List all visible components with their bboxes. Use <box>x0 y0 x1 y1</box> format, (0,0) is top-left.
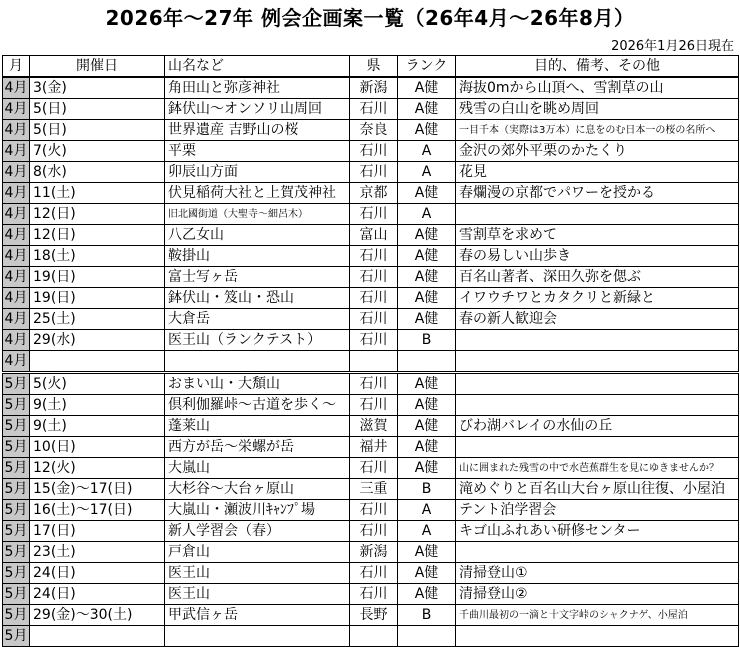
note-cell <box>456 330 739 351</box>
date-cell: 7(火) <box>30 141 165 162</box>
note-cell: 千曲川最初の一滴と十文字峠のシャクナゲ、小屋泊 <box>456 605 739 626</box>
table-row <box>3 563 739 584</box>
month-cell: 4月 <box>3 225 30 246</box>
month-cell: 5月 <box>3 437 30 458</box>
pref-cell: 石川 <box>350 373 398 395</box>
rank-cell: A健 <box>398 267 456 288</box>
month-cell: 4月 <box>3 288 30 309</box>
rank-cell: A健 <box>398 584 456 605</box>
note-cell: 春爛漫の京都でパワーを授かる <box>456 183 739 204</box>
mountain-cell: 世界遺産 吉野山の桜 <box>165 120 350 141</box>
table-row <box>3 605 739 626</box>
pref-cell: 石川 <box>350 141 398 162</box>
note-cell: 海抜0mから山頂へ、雪割草の山 <box>456 77 739 99</box>
date-cell: 24(日) <box>30 563 165 584</box>
month-cell: 5月 <box>3 479 30 500</box>
date-cell <box>30 626 165 647</box>
pref-cell: 石川 <box>350 267 398 288</box>
table-row <box>3 183 739 204</box>
table-row <box>3 162 739 183</box>
pref-cell: 石川 <box>350 99 398 120</box>
month-cell: 4月 <box>3 141 30 162</box>
date-cell: 29(金)～30(土) <box>30 605 165 626</box>
rank-cell: A健 <box>398 225 456 246</box>
date-cell: 24(日) <box>30 584 165 605</box>
mountain-cell: 蓬莱山 <box>165 416 350 437</box>
note-cell: 山に囲まれた残雪の中で水芭蕉群生を見にゆきませんか？ <box>456 458 739 479</box>
mountain-cell: 医王山 <box>165 563 350 584</box>
pref-cell: 富山 <box>350 225 398 246</box>
pref-cell <box>350 626 398 647</box>
rank-cell: A健 <box>398 373 456 395</box>
col-header-pref: 県 <box>350 56 398 78</box>
col-header-month: 月 <box>3 56 30 78</box>
table-row <box>3 99 739 120</box>
rank-cell: A健 <box>398 120 456 141</box>
note-cell <box>456 626 739 647</box>
mountain-cell <box>165 351 350 373</box>
pref-cell: 福井 <box>350 437 398 458</box>
rank-cell: A健 <box>398 99 456 120</box>
rank-cell: A健 <box>398 437 456 458</box>
table-row <box>3 584 739 605</box>
table-row <box>3 141 739 162</box>
rank-cell: A健 <box>398 416 456 437</box>
pref-cell: 石川 <box>350 162 398 183</box>
pref-cell: 新潟 <box>350 542 398 563</box>
month-cell: 4月 <box>3 120 30 141</box>
mountain-cell: 鉢伏山～オンソリ山周回 <box>165 99 350 120</box>
mountain-cell: 角田山と弥彦神社 <box>165 77 350 99</box>
rank-cell: A健 <box>398 288 456 309</box>
date-cell: 18(土) <box>30 246 165 267</box>
plan-table <box>2 55 739 647</box>
pref-cell: 石川 <box>350 204 398 225</box>
date-cell: 8(水) <box>30 162 165 183</box>
note-cell: 金沢の郊外平栗のかたくり <box>456 141 739 162</box>
table-row <box>3 479 739 500</box>
month-cell: 4月 <box>3 183 30 204</box>
month-cell: 5月 <box>3 458 30 479</box>
date-cell: 12(火) <box>30 458 165 479</box>
mountain-cell: 甲武信ヶ岳 <box>165 605 350 626</box>
date-cell: 5(日) <box>30 120 165 141</box>
date-cell: 19(日) <box>30 267 165 288</box>
month-cell: 5月 <box>3 563 30 584</box>
table-row <box>3 77 739 99</box>
mountain-cell: 富士写ヶ岳 <box>165 267 350 288</box>
month-cell: 5月 <box>3 500 30 521</box>
month-cell: 4月 <box>3 204 30 225</box>
date-cell: 25(土) <box>30 309 165 330</box>
date-cell: 5(火) <box>30 373 165 395</box>
table-row <box>3 120 739 141</box>
table-row <box>3 330 739 351</box>
header-row <box>3 56 739 78</box>
col-header-mountain: 山名など <box>165 56 350 78</box>
month-cell: 4月 <box>3 351 30 373</box>
pref-cell: 石川 <box>350 584 398 605</box>
rank-cell: A健 <box>398 309 456 330</box>
col-header-date: 開催日 <box>30 56 165 78</box>
mountain-cell: 旧北國街道（大聖寺～細呂木） <box>165 204 350 225</box>
month-cell: 4月 <box>3 309 30 330</box>
pref-cell: 新潟 <box>350 77 398 99</box>
table-row <box>3 542 739 563</box>
note-cell: 花見 <box>456 162 739 183</box>
table-row <box>3 626 739 647</box>
table-row <box>3 309 739 330</box>
rank-cell <box>398 626 456 647</box>
date-cell: 9(土) <box>30 416 165 437</box>
rank-cell: A <box>398 204 456 225</box>
month-cell: 5月 <box>3 395 30 416</box>
pref-cell: 長野 <box>350 605 398 626</box>
pref-cell: 三重 <box>350 479 398 500</box>
mountain-cell: 倶利伽羅峠～古道を歩く～ <box>165 395 350 416</box>
table-row <box>3 288 739 309</box>
month-cell: 4月 <box>3 267 30 288</box>
mountain-cell: 医王山（ランクテスト） <box>165 330 350 351</box>
mountain-cell: 新人学習会（春） <box>165 521 350 542</box>
note-cell: 雪割草を求めて <box>456 225 739 246</box>
mountain-cell <box>165 626 350 647</box>
rank-cell: A健 <box>398 542 456 563</box>
note-cell: 滝めぐりと百名山大台ヶ原山往復、小屋泊 <box>456 479 739 500</box>
month-cell: 4月 <box>3 246 30 267</box>
col-header-rank: ランク <box>398 56 456 78</box>
table-row <box>3 267 739 288</box>
month-cell: 4月 <box>3 330 30 351</box>
mountain-cell: 医王山 <box>165 584 350 605</box>
pref-cell: 石川 <box>350 521 398 542</box>
note-cell: 百名山著者、深田久弥を偲ぶ <box>456 267 739 288</box>
date-cell: 11(土) <box>30 183 165 204</box>
mountain-cell: おまい山・大頽山 <box>165 373 350 395</box>
rank-cell: A <box>398 141 456 162</box>
rank-cell: A健 <box>398 458 456 479</box>
pref-cell: 京都 <box>350 183 398 204</box>
pref-cell: 石川 <box>350 500 398 521</box>
pref-cell: 滋賀 <box>350 416 398 437</box>
mountain-cell: 大杉谷～大台ヶ原山 <box>165 479 350 500</box>
note-cell <box>456 373 739 395</box>
note-cell <box>456 437 739 458</box>
date-cell: 5(日) <box>30 99 165 120</box>
pref-cell: 石川 <box>350 288 398 309</box>
date-cell: 12(日) <box>30 225 165 246</box>
rank-cell: A健 <box>398 395 456 416</box>
table-row <box>3 521 739 542</box>
mountain-cell: 卯辰山方面 <box>165 162 350 183</box>
note-cell: イワウチワとカタクリと新緑と <box>456 288 739 309</box>
pref-cell <box>350 351 398 373</box>
pref-cell: 石川 <box>350 246 398 267</box>
rank-cell: A <box>398 162 456 183</box>
mountain-cell: 戸倉山 <box>165 542 350 563</box>
pref-cell: 石川 <box>350 395 398 416</box>
rank-cell: A健 <box>398 563 456 584</box>
mountain-cell: 伏見稲荷大社と上賀茂神社 <box>165 183 350 204</box>
date-cell: 16(土)～17(日) <box>30 500 165 521</box>
pref-cell: 石川 <box>350 458 398 479</box>
table-row <box>3 351 739 373</box>
mountain-cell: 鉢伏山・笈山・恐山 <box>165 288 350 309</box>
rank-cell: A健 <box>398 77 456 99</box>
date-cell: 17(日) <box>30 521 165 542</box>
month-cell: 4月 <box>3 99 30 120</box>
month-cell: 5月 <box>3 605 30 626</box>
date-cell: 15(金)～17(日) <box>30 479 165 500</box>
table-row <box>3 225 739 246</box>
note-cell: 清掃登山① <box>456 563 739 584</box>
note-cell: 清掃登山② <box>456 584 739 605</box>
note-cell: 春の易しい山歩き <box>456 246 739 267</box>
date-cell <box>30 351 165 373</box>
mountain-cell: 平栗 <box>165 141 350 162</box>
date-cell: 12(日) <box>30 204 165 225</box>
table-row <box>3 458 739 479</box>
date-cell: 29(水) <box>30 330 165 351</box>
rank-cell: A <box>398 500 456 521</box>
table-row <box>3 500 739 521</box>
note-cell: キゴ山ふれあい研修センター <box>456 521 739 542</box>
pref-cell: 石川 <box>350 330 398 351</box>
pref-cell: 石川 <box>350 563 398 584</box>
pref-cell: 奈良 <box>350 120 398 141</box>
pref-cell: 石川 <box>350 309 398 330</box>
as-of-date: 2026年1月26日現在 <box>611 39 734 54</box>
note-cell <box>456 204 739 225</box>
date-cell: 23(土) <box>30 542 165 563</box>
month-cell: 4月 <box>3 162 30 183</box>
rank-cell <box>398 351 456 373</box>
note-cell <box>456 542 739 563</box>
note-cell: 残雪の白山を眺め周回 <box>456 99 739 120</box>
mountain-cell: 大嵐山 <box>165 458 350 479</box>
note-cell: びわ湖バレイの水仙の丘 <box>456 416 739 437</box>
month-cell: 5月 <box>3 584 30 605</box>
mountain-cell: 鞍掛山 <box>165 246 350 267</box>
mountain-cell: 八乙女山 <box>165 225 350 246</box>
month-cell: 4月 <box>3 77 30 99</box>
rank-cell: B <box>398 479 456 500</box>
rank-cell: B <box>398 330 456 351</box>
date-cell: 3(金) <box>30 77 165 99</box>
date-cell: 9(土) <box>30 395 165 416</box>
table-row <box>3 204 739 225</box>
month-cell: 5月 <box>3 416 30 437</box>
table-row <box>3 395 739 416</box>
table-row <box>3 416 739 437</box>
note-cell: 一目千本（実際は3万本）に息をのむ日本一の桜の名所へ <box>456 120 739 141</box>
mountain-cell: 大倉岳 <box>165 309 350 330</box>
col-header-note: 目的、備考、その他 <box>456 56 739 78</box>
table-row <box>3 246 739 267</box>
month-cell: 5月 <box>3 521 30 542</box>
month-cell: 5月 <box>3 542 30 563</box>
month-cell: 5月 <box>3 373 30 395</box>
rank-cell: A <box>398 521 456 542</box>
note-cell: テント泊学習会 <box>456 500 739 521</box>
note-cell: 春の新人歓迎会 <box>456 309 739 330</box>
rank-cell: A健 <box>398 246 456 267</box>
table-row <box>3 437 739 458</box>
page-title: 2026年～27年 例会企画案一覧（26年4月～26年8月） <box>105 6 635 30</box>
table-row <box>3 373 739 395</box>
mountain-cell: 西方が岳～栄螺が岳 <box>165 437 350 458</box>
mountain-cell: 大嵐山・瀬波川ｷｬﾝﾌﾟ場 <box>165 500 350 521</box>
month-cell: 5月 <box>3 626 30 647</box>
date-cell: 19(日) <box>30 288 165 309</box>
note-cell <box>456 395 739 416</box>
date-cell: 10(日) <box>30 437 165 458</box>
rank-cell: A健 <box>398 183 456 204</box>
rank-cell: B <box>398 605 456 626</box>
note-cell <box>456 351 739 373</box>
